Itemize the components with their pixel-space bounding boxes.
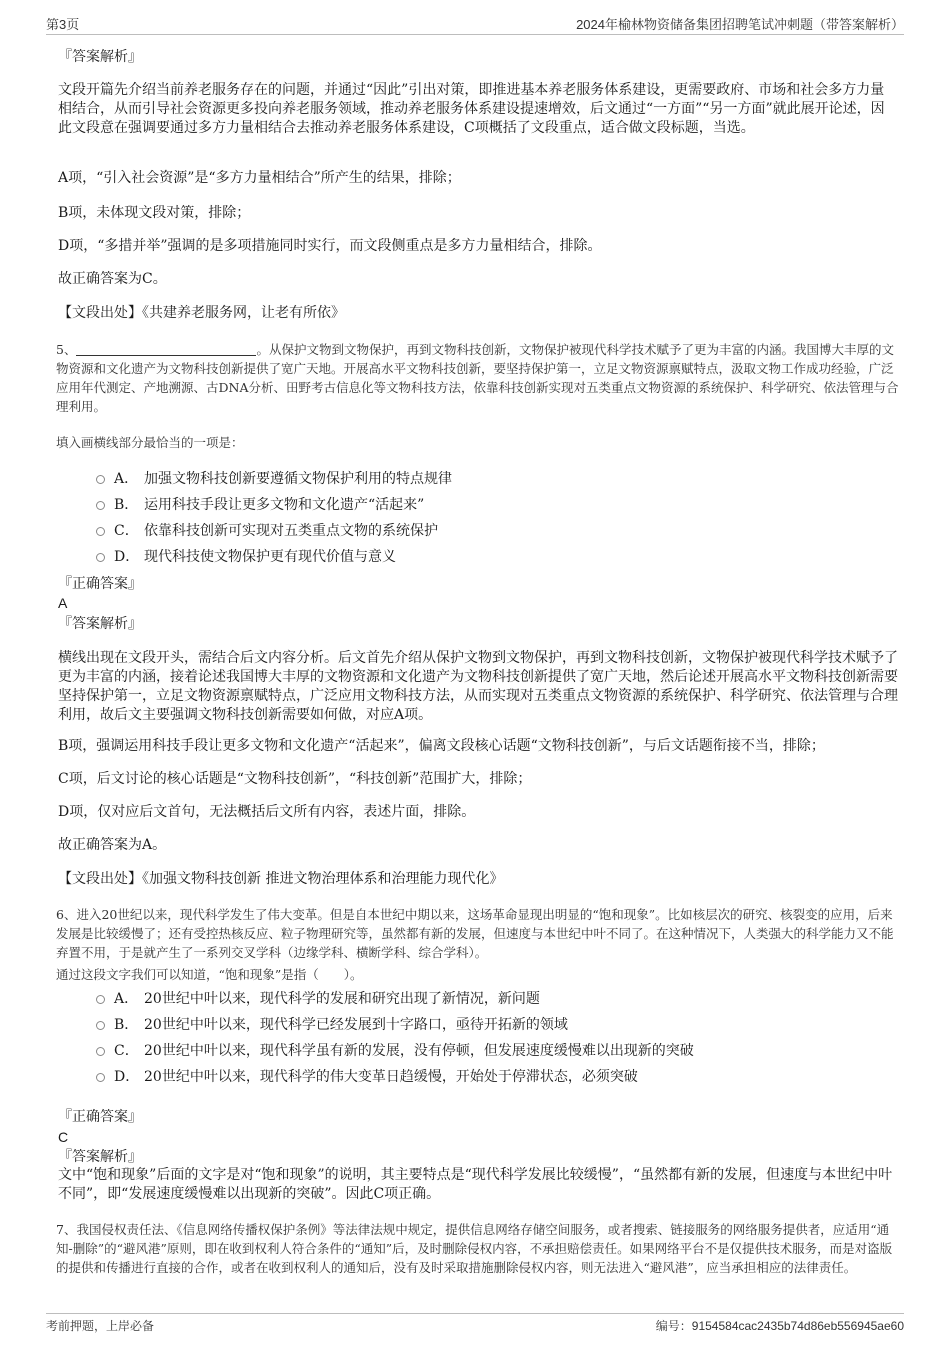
q5-answer: A	[58, 595, 68, 611]
footer-slogan: 考前押题，上岸必备	[46, 1319, 155, 1333]
radio-icon[interactable]	[96, 527, 105, 536]
q4-analysis-p2: A项，“引入社会资源”是“多方力量相结合”所产生的结果，排除；	[58, 170, 461, 186]
q5-analysis-label: 『答案解析』	[58, 616, 142, 632]
q5-blank	[76, 343, 256, 356]
q5-source: 【文段出处】《加强文物科技创新 推进文物治理体系和治理能力现代化》	[58, 871, 504, 887]
q4-analysis-p1: 文段开篇先介绍当前养老服务存在的问题，并通过“因此”引出对策，即推进基本养老服务体系建设，更需要政府、市场和社会多方力量相结合，从而引导社会资源更多投向养老服务领域，推动养老服务体系建设提速增效，后文通过“一方面”“另一方面”就此展开论述，因此文段意在强调要通过多方力量相结合去推动养老服务体系建设，C项概括了文段重点，适合做文段标题，当选。	[58, 82, 885, 136]
q6-option-b[interactable]: B． 20世纪中叶以来，现代科学已经发展到十字路口，亟待开拓新的领域	[96, 1015, 896, 1035]
q5-analysis-p3: C项，后文讨论的核心话题是“文物科技创新”，“科技创新”范围扩大，排除；	[58, 771, 532, 787]
q4-source: 【文段出处】《共建养老服务网，让老有所依》	[58, 305, 345, 321]
q6-answer: C	[58, 1129, 69, 1145]
radio-icon[interactable]	[96, 995, 105, 1004]
q6-option-c[interactable]: C． 20世纪中叶以来，现代科学虽有新的发展，没有停顿，但发展速度缓慢难以出现新的突破	[96, 1041, 896, 1061]
document-title: 2024年榆林物资储备集团招聘笔试冲刺题（带答案解析）	[576, 17, 904, 32]
q5-option-b[interactable]: B． 运用科技手段让更多文物和文化遗产“活起来”	[96, 495, 896, 515]
q5-analysis-p1: 横线出现在文段开头，需结合后文内容分析。后文首先介绍从保护文物到文物保护，再到文物科技创新，文物保护被现代科学技术赋予了更为丰富的内涵，接着论述我国博大丰厚的文物资源和文化遗产为文物科技创新提供了宽广天地，然后论述开展高水平文物科技创新需要坚持保护第一，立足文物资源禀赋特点，广泛应用文物科技方法，从而实现对五类重点文物资源的系统保护、科学研究、依法管理与合理利用，故后文主要强调文物科技创新需要如何做，对应A项。	[58, 650, 898, 723]
radio-icon[interactable]	[96, 1021, 105, 1030]
q5-analysis-p4: D项，仅对应后文首句，无法概括后文所有内容，表述片面，排除。	[58, 804, 476, 820]
q6-option-a[interactable]: A． 20世纪中叶以来，现代科学的发展和研究出现了新情况，新问题	[96, 989, 896, 1009]
q6-stem: 6、进入20世纪以来，现代科学发生了伟大变革。但是自本世纪中期以来，这场革命显现出明显的“饱和现象”。比如核层次的研究、核裂变的应用，后来发展是比较缓慢了；还有受控热核反应、粒子物理研究等，虽然都有新的发展，但速度与本世纪中叶不同了。在这种情况下，人类强大的科学能力又不能弃置不用，于是就产生了一系列交叉学科（边缘学科、横断学科、综合学科）。	[56, 907, 894, 960]
radio-icon[interactable]	[96, 1073, 105, 1082]
q5-analysis-p5: 故正确答案为A。	[58, 837, 167, 853]
radio-icon[interactable]	[96, 475, 105, 484]
q4-analysis-p5: 故正确答案为C。	[58, 271, 167, 287]
radio-icon[interactable]	[96, 501, 105, 510]
page-number: 第3页	[46, 17, 80, 32]
q5-option-c[interactable]: C． 依靠科技创新可实现对五类重点文物的系统保护	[96, 521, 896, 541]
q4-analysis-p3: B项，未体现文段对策，排除；	[58, 205, 251, 221]
q5-stem	[56, 340, 900, 416]
footer-code: 编号：9154584cac2435b74d86eb556945ae60	[655, 1319, 904, 1333]
page-header	[46, 14, 904, 35]
q5-answer-label: 『正确答案』	[58, 576, 142, 592]
radio-icon[interactable]	[96, 1047, 105, 1056]
q5-analysis-p2: B项，强调运用科技手段让更多文物和文化遗产“活起来”，偏离文段核心话题“文物科技创新”，与后文话题衔接不当，排除；	[58, 738, 825, 754]
q5-number: 5、	[56, 342, 77, 357]
q5-option-d[interactable]: D． 现代科技使文物保护更有现代价值与意义	[96, 547, 896, 567]
q5-prompt: 填入画横线部分最恰当的一项是：	[56, 435, 244, 450]
q4-analysis-label: 『答案解析』	[58, 49, 142, 65]
q4-analysis-p4: D项，“多措并举”强调的是多项措施同时实行，而文段侧重点是多方力量相结合，排除。	[58, 238, 602, 254]
q6-option-d[interactable]: D． 20世纪中叶以来，现代科学的伟大变革日趋缓慢，开始处于停滞状态，必须突破	[96, 1067, 896, 1087]
q5-option-a[interactable]: A． 加强文物科技创新要遵循文物保护利用的特点规律	[96, 469, 896, 489]
q6-analysis-p1: 文中“饱和现象”后面的文字是对“饱和现象”的说明，其主要特点是“现代科学发展比较缓慢”，“虽然都有新的发展，但速度与本世纪中叶不同”，即“发展速度缓慢难以出现新的突破”。因此C项正确。	[58, 1167, 893, 1202]
page-footer	[46, 1313, 904, 1334]
q5-stem-text: 。从保护文物到文物保护，再到文物科技创新，文物保护被现代科学技术赋予了更为丰富的内涵。我国博大丰厚的文物资源和文化遗产为文物科技创新提供了宽广天地。开展高水平文物科技创新，要坚持保护第一，立足文物资源禀赋特点，汲取文物工作成功经验，广泛应用年代测定、产地溯源、古DNA分析、田野考古信息化等文物科技方法，依靠科技创新实现对五类重点文物资源的系统保护、科学研究、依法管理与合理利用。	[56, 342, 899, 414]
q6-answer-label: 『正确答案』	[58, 1109, 142, 1125]
q6-prompt: 通过这段文字我们可以知道，“饱和现象”是指（ ）。	[56, 967, 363, 982]
q6-analysis-label: 『答案解析』	[58, 1149, 142, 1165]
q7-stem: 7、我国侵权责任法、《信息网络传播权保护条例》等法律法规中规定，提供信息网络存储空间服务，或者搜索、链接服务的网络服务提供者，应适用“通知-删除”的“避风港”原则，即在收到权利人符合条件的“通知”后，及时删除侵权内容，不承担赔偿责任。如果网络平台不是仅提供技术服务，而是对盗版的提供和传播进行直接的合作，或者在收到权利人的通知后，没有及时采取措施删除侵权内容，则无法进入“避风港”，应当承担相应的法律责任。	[56, 1222, 893, 1275]
radio-icon[interactable]	[96, 553, 105, 562]
